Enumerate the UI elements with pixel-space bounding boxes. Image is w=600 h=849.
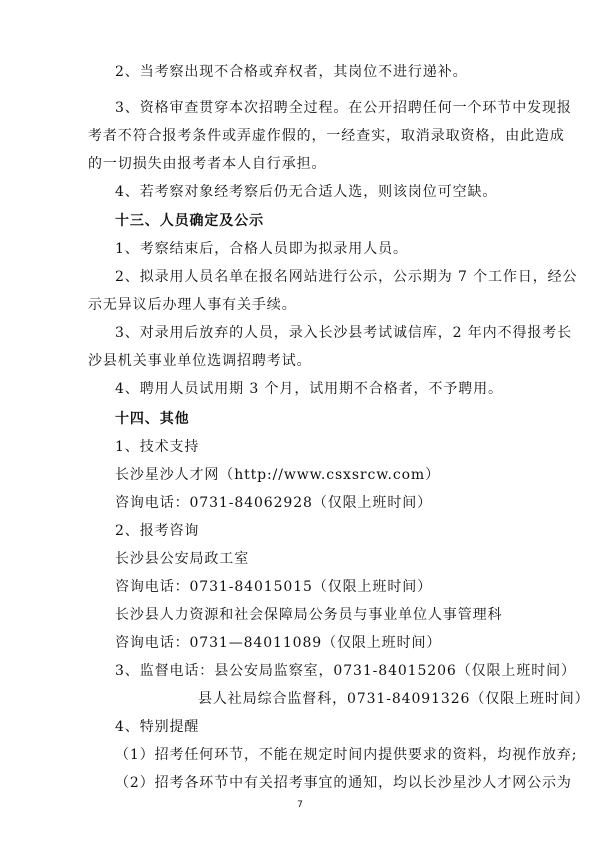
paragraph-line: 示无异议后办理人事有关手续。 (88, 297, 297, 313)
paragraph-line: 2、当考察出现不合格或弃权者，其岗位不进行递补。 (115, 64, 468, 80)
phone-line: 县人社局综合监督科，0731-84091326（仅限上班时间） (198, 691, 590, 707)
page-number: 7 (297, 800, 303, 810)
phone-line: 咨询电话：0731-84062928（仅限上班时间） (115, 495, 433, 511)
paragraph-line: 1、考察结束后，合格人员即为拟录用人员。 (115, 241, 408, 257)
paragraph-line: （2）招考各环节中有关招考事宜的通知，均以长沙星沙人才网公示为 (115, 775, 572, 791)
paragraph-line: 长沙县公安局政工室 (115, 551, 250, 567)
paragraph-line: 沙县机关事业单位选调招聘考试。 (88, 353, 312, 369)
paragraph-line: 2、拟录用人员名单在报名网站进行公示，公示期为 7 个工作日，经公 (115, 269, 578, 285)
phone-line: 3、监督电话：县公安局监察室，0731-84015206（仅限上班时间） (115, 663, 576, 679)
paragraph-line: 4、特别提醒 (115, 719, 200, 735)
phone-line: 咨询电话：0731—84011089（仅限上班时间） (115, 635, 442, 651)
section-heading-13: 十三、人员确定及公示 (115, 213, 264, 229)
paragraph-line: 2、报考咨询 (115, 523, 200, 539)
website-line: 长沙星沙人才网（http://www.csxsrcw.com） (115, 467, 440, 483)
paragraph-line: 3、对录用后放弃的人员，录入长沙县考试诚信库，2 年内不得报考长 (115, 325, 573, 341)
paragraph-line: 4、若考察对象经考察后仍无合适人选，则该岗位可空缺。 (115, 184, 498, 200)
paragraph-line: 长沙县人力资源和社会保障局公务员与事业单位人事管理科 (115, 607, 503, 623)
paragraph-line: （1）招考任何环节，不能在规定时间内提供要求的资料，均视作放弃; (115, 747, 578, 763)
paragraph-line: 考者不符合报考条件或弄虚作假的，一经查实，取消录取资格，由此造成 (88, 128, 565, 144)
paragraph-line: 的一切损失由报考者本人自行承担。 (88, 156, 327, 172)
paragraph-line: 4、聘用人员试用期 3 个月，试用期不合格者，不予聘用。 (115, 381, 503, 397)
paragraph-line: 3、资格审查贯穿本次招聘全过程。在公开招聘任何一个环节中发现报 (115, 100, 572, 116)
phone-line: 咨询电话：0731-84015015（仅限上班时间） (115, 579, 433, 595)
section-heading-14: 十四、其他 (115, 411, 190, 427)
paragraph-line: 1、技术支持 (115, 439, 200, 455)
